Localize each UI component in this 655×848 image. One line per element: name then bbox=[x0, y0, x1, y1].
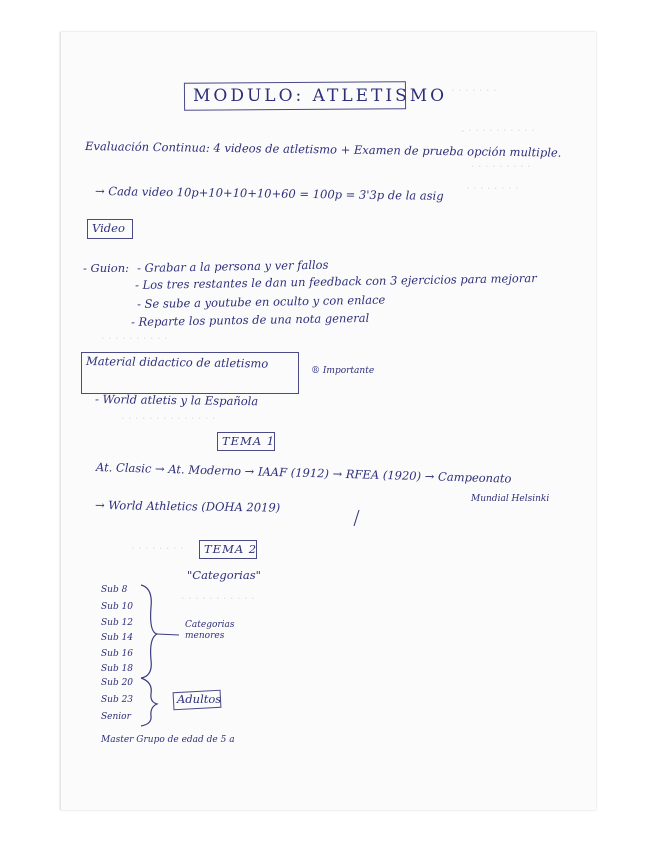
category-item: Sub 20 bbox=[101, 678, 134, 688]
bleed-through-text: · · · · · · · · · · · · · · bbox=[121, 412, 216, 425]
categorias-menores-label: Categorias menores bbox=[185, 620, 235, 641]
importante-note: ® Importante bbox=[311, 366, 375, 376]
guion-item: - Los tres restantes le dan un feedback con 3 ejercicios para mejorar bbox=[134, 270, 537, 292]
category-item: Sub 23 bbox=[101, 695, 134, 705]
material-label: Material didactico de atletismo bbox=[85, 354, 269, 371]
adultos-label: Adultos bbox=[177, 692, 222, 706]
category-item: Senior bbox=[101, 712, 131, 722]
video-label: Video bbox=[92, 221, 125, 235]
menores-brace bbox=[141, 585, 157, 678]
bleed-through-text: · · · · · · · · bbox=[466, 182, 519, 195]
material-item: - World atletis y la Española bbox=[94, 392, 259, 409]
notebook-page bbox=[60, 32, 596, 810]
tema2-label: TEMA 2 bbox=[204, 542, 258, 556]
evaluation-points: → Cada video 10p+10+10+10+60 = 100p = 3'3p de la asig bbox=[94, 184, 444, 203]
tema1-world-athletics: → World Athletics (DOHA 2019) bbox=[94, 498, 281, 515]
category-item: Sub 10 bbox=[101, 602, 134, 612]
master-line: Master Grupo de edad de 5 a bbox=[101, 735, 235, 745]
category-item: Sub 8 bbox=[101, 585, 128, 595]
slash-mark bbox=[354, 510, 359, 526]
tema1-timeline-tail: Mundial Helsinki bbox=[471, 494, 550, 504]
guion-item: - Reparte los puntos de una nota general bbox=[130, 310, 370, 329]
guion-item: - Grabar a la persona y ver fallos bbox=[136, 257, 329, 275]
bleed-through-text: · · · · · · · · bbox=[131, 542, 184, 555]
evaluation-text: Evaluación Continua: 4 videos de atletismo + Examen de prueba opción multiple. bbox=[84, 139, 562, 160]
tema2-subtitle: "Categorias" bbox=[187, 568, 261, 582]
guion-label: - Guion: bbox=[83, 261, 130, 275]
guion-item: - Se sube a youtube en oculto y con enlace bbox=[136, 292, 386, 311]
bleed-through-text: · · · · · · · · · · · bbox=[181, 592, 255, 605]
tema1-timeline: At. Clasic → At. Moderno → IAAF (1912) → RFEA (1920) → Campeonato bbox=[95, 460, 512, 486]
pen-strokes bbox=[61, 32, 596, 810]
category-item: Sub 16 bbox=[101, 649, 134, 659]
category-item: Sub 14 bbox=[101, 633, 134, 643]
tema1-label: TEMA 1 bbox=[222, 434, 276, 448]
bleed-through-text: · · · · · · · bbox=[451, 84, 497, 97]
bleed-through-text: · · · · · · · · · bbox=[471, 160, 531, 173]
bleed-through-text: - · · · · · · · · · · bbox=[461, 124, 535, 137]
category-item: Sub 18 bbox=[101, 664, 134, 674]
bleed-through-text: · · · · · · · · · · bbox=[101, 332, 168, 345]
page-title: MODULO: ATLETISMO bbox=[193, 86, 448, 106]
category-item: Sub 12 bbox=[101, 618, 134, 628]
adultos-brace bbox=[141, 678, 157, 726]
menores-brace-tick bbox=[157, 634, 179, 635]
